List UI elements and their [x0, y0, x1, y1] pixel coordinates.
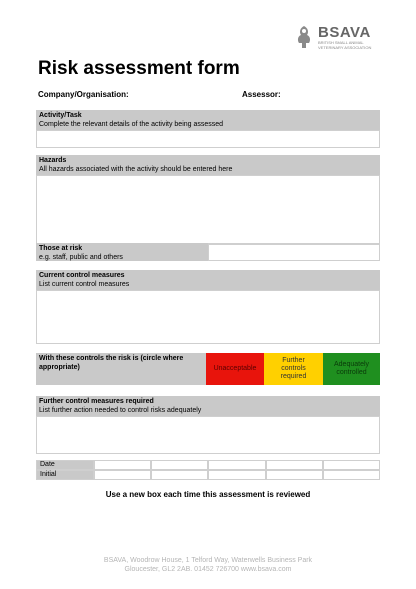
further-header: [36, 396, 380, 416]
initial-cell[interactable]: [266, 470, 323, 480]
review-note: Use a new box each time this assessment is reviewed: [105, 490, 311, 499]
controls-field[interactable]: [36, 290, 380, 344]
activity-hint: Complete the relevant details of the activity being assessed: [39, 121, 224, 128]
risk-option-unacceptable[interactable]: [206, 353, 264, 385]
date-cell[interactable]: [208, 460, 265, 470]
controls-section: [36, 270, 380, 344]
activity-section: [36, 110, 380, 148]
hazards-hint: All hazards associated with the activity should be entered here: [39, 166, 233, 173]
page-title: Risk assessment form: [38, 58, 240, 79]
risk-option-adequately-controlled-label: Adequately controlled: [333, 361, 370, 376]
risk-level-row: [36, 353, 380, 385]
further-field[interactable]: [36, 416, 380, 454]
controls-hint: List current control measures: [39, 281, 130, 288]
risk-level-label: With these controls the risk is (circle where appropriate): [36, 353, 206, 385]
activity-field[interactable]: [36, 130, 380, 148]
risk-option-further-controls-label: Further controls required: [280, 357, 307, 380]
initial-label: Initial: [36, 470, 94, 480]
logo-subtitle: BRITISH SMALL ANIMAL VETERINARY ASSOCIATION: [318, 40, 372, 50]
company-label: Company/Organisation:: [38, 90, 129, 99]
footer-address: [0, 556, 416, 574]
review-initial-row: [36, 470, 380, 480]
risk-option-unacceptable-label: Unacceptable: [213, 365, 257, 372]
risk-option-further-controls[interactable]: [264, 353, 323, 385]
controls-heading: Current control measures: [39, 272, 125, 279]
date-cell[interactable]: [266, 460, 323, 470]
hazards-heading: Hazards: [39, 157, 67, 164]
at-risk-hint: e.g. staff, public and others: [39, 254, 123, 261]
further-heading: Further control measures required: [39, 398, 154, 405]
activity-header: [36, 110, 380, 130]
initial-cell[interactable]: [151, 470, 208, 480]
date-cell[interactable]: [94, 460, 151, 470]
review-table: [36, 460, 380, 480]
further-hint: List further action needed to control risks adequately: [39, 407, 202, 414]
bsava-crest-icon: [294, 24, 314, 50]
initial-cell[interactable]: [94, 470, 151, 480]
controls-header: [36, 270, 380, 290]
footer-address-line2: Gloucester, GL2 2AB. 01452 726700 www.bsava.com: [124, 566, 292, 573]
logo-title: BSAVA: [318, 24, 371, 41]
risk-option-adequately-controlled[interactable]: [323, 353, 380, 385]
hazards-field[interactable]: [36, 175, 380, 245]
at-risk-section: [36, 243, 380, 261]
at-risk-heading: Those at risk: [39, 245, 83, 252]
date-cell[interactable]: [323, 460, 380, 470]
footer-address-line1: BSAVA, Woodrow House, 1 Telford Way, Waterwells Business Park: [103, 557, 313, 564]
initial-cell[interactable]: [208, 470, 265, 480]
activity-heading: Activity/Task: [39, 112, 82, 119]
hazards-section: [36, 155, 380, 245]
at-risk-header: [36, 243, 208, 261]
bsava-logo: [294, 24, 378, 54]
initial-cell[interactable]: [323, 470, 380, 480]
date-cell[interactable]: [151, 460, 208, 470]
at-risk-field[interactable]: [208, 243, 380, 261]
date-label: Date: [36, 460, 94, 470]
hazards-header: [36, 155, 380, 175]
further-section: [36, 396, 380, 454]
review-date-row: [36, 460, 380, 470]
assessor-label: Assessor:: [242, 90, 281, 99]
